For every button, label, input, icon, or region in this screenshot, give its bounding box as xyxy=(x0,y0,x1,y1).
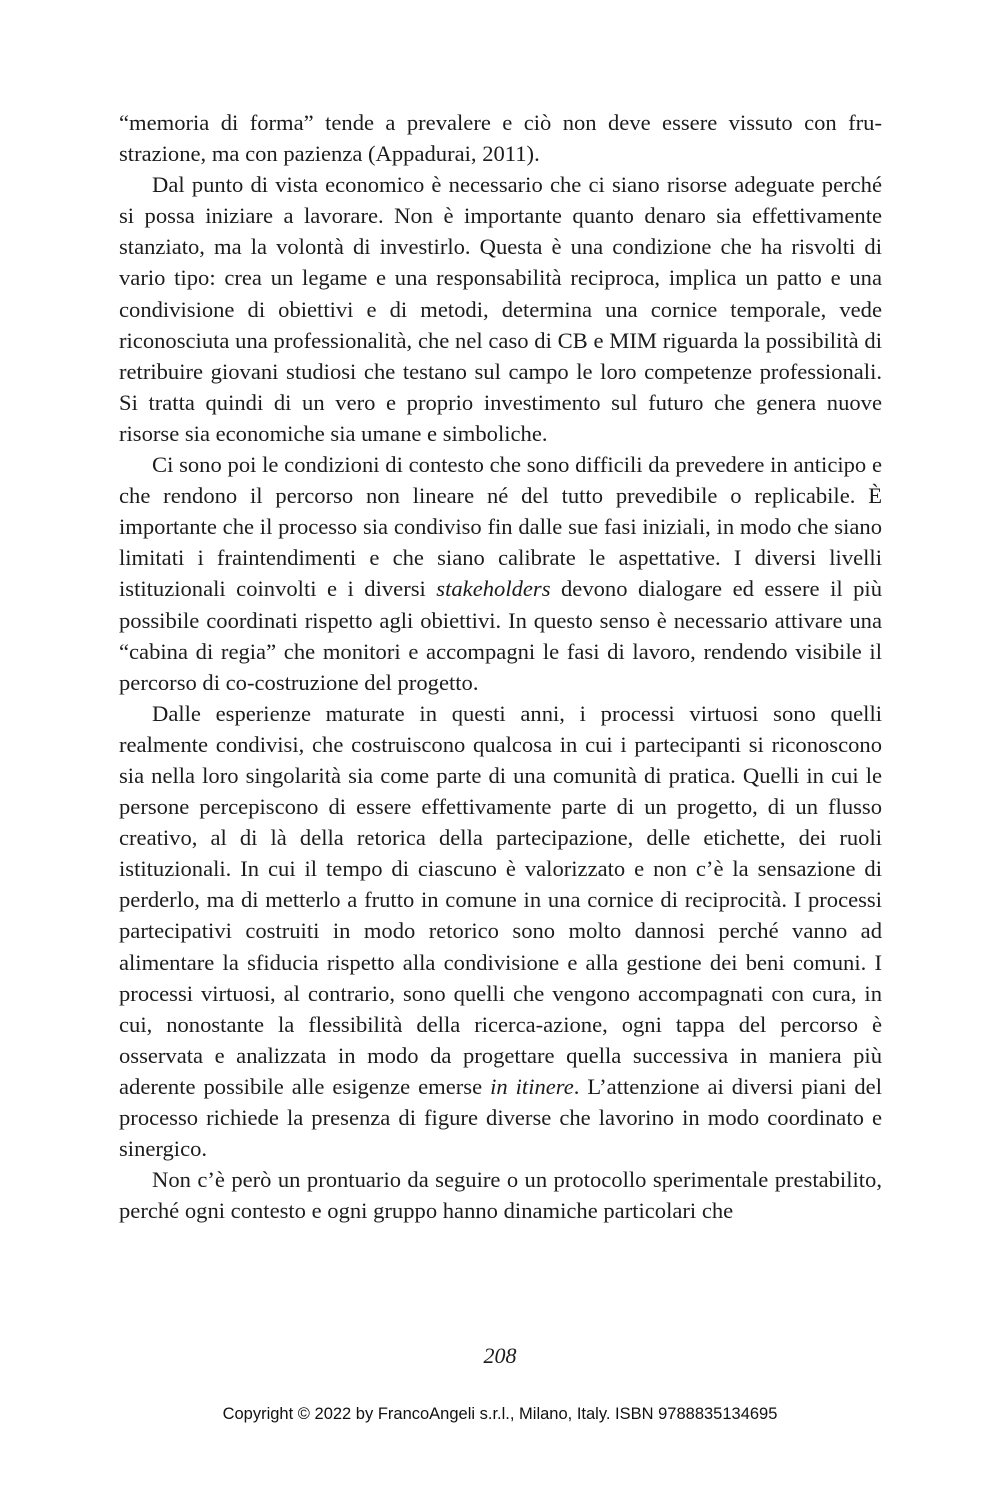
paragraph-4-italic-term: in itinere xyxy=(490,1073,574,1099)
paragraph-3-italic-term: stakeholders xyxy=(436,576,551,602)
body-text xyxy=(119,107,882,1226)
page-number: 208 xyxy=(483,1343,517,1368)
paragraph-3 xyxy=(119,449,882,698)
paragraph-2: Dal punto di vista economico è necessario che ci siano risorse adeguate perché si possa iniziare a lavorare. Non è importante quanto denaro sia effettivamente stanziato, ma la volontà di investirlo. Questa è una condizione che ha risvolti di vario tipo: crea un legame e una responsabilità reciproca, implica un patto e una condivisione di obiettivi e di metodi, determina una cornice temporale, vede riconosciuta una professionalità, che nel caso di CB e MIM riguarda la possibilità di retribuire giovani studiosi che testano sul campo le loro competenze professionali. Si tratta quindi di un vero e proprio investimento sul futuro che genera nuove risorse sia economiche sia umane e simboliche. xyxy=(119,172,882,446)
paragraph-4-text-before: Dalle esperienze maturate in questi anni, i processi virtuosi sono quelli realmente condivisi, che costruiscono qualcosa in cui i partecipanti si riconoscono sia nella loro singolarità sia come parte di una comunità di pratica. Quelli in cui le persone percepiscono di essere effettivamente parte di un progetto, di un flusso creativo, al di là della retorica della partecipazione, delle etichette, dei ruoli istituzionali. In cui il tempo di ciascuno è valorizzato e non c’è la sensazione di perderlo, ma di metterlo a frutto in comune in una cornice di reciprocità. I processi partecipativi costruiti in modo retorico sono molto dannosi perché vanno ad alimentare la sfiducia rispetto alla condivisione e alla gestione dei beni comuni. I processi virtuosi, al contrario, sono quelli che vengono accompagnati con cura, in cui, nonostante la flessibilità della ricerca-azione, ogni tappa del percorso è osservata e analizzata in modo da progettare quella successiva in maniera più aderente possibile alle esigenze emerse xyxy=(119,700,882,1099)
paragraph-4-text-after: . L’attenzione ai diversi piani del processo richiede la presenza di figure diverse che lavorino in modo coordinato e sinergico. xyxy=(119,1073,882,1162)
paragraph-3-text-before: Ci sono poi le condizioni di contesto che sono difficili da prevedere in anticipo e che rendono il percorso non lineare né del tutto prevedibile o replicabile. È importante che il processo sia condiviso fin dalle sue fasi iniziali, in modo che siano limitati i fraintendimenti e che siano calibrate le aspettative. I diversi livelli istituzionali coinvolti e i diversi xyxy=(119,452,882,602)
copyright-notice: Copyright © 2022 by FrancoAngeli s.r.l., Milano, Italy. ISBN 9788835134695 xyxy=(222,1405,778,1423)
paragraph-5: Non c’è però un prontuario da seguire o un protocollo sperimentale prestabilito, perché ogni contesto e ogni gruppo hanno dinamiche particolari che xyxy=(119,1167,882,1224)
paragraph-4 xyxy=(119,698,882,1164)
paragraph-1: “memoria di forma” tende a prevalere e ciò non deve essere vissuto con frustrazione, ma con pazienza (Appadurai, 2011). xyxy=(119,110,882,167)
paragraph-3-text-after: devono dialogare ed essere il più possibile coordinati rispetto agli obiettivi. In questo senso è necessario attivare una “cabina di regia” che monitori e accompagni le fasi di lavoro, rendendo visibile il percorso di co-costruzione del progetto. xyxy=(119,576,883,695)
